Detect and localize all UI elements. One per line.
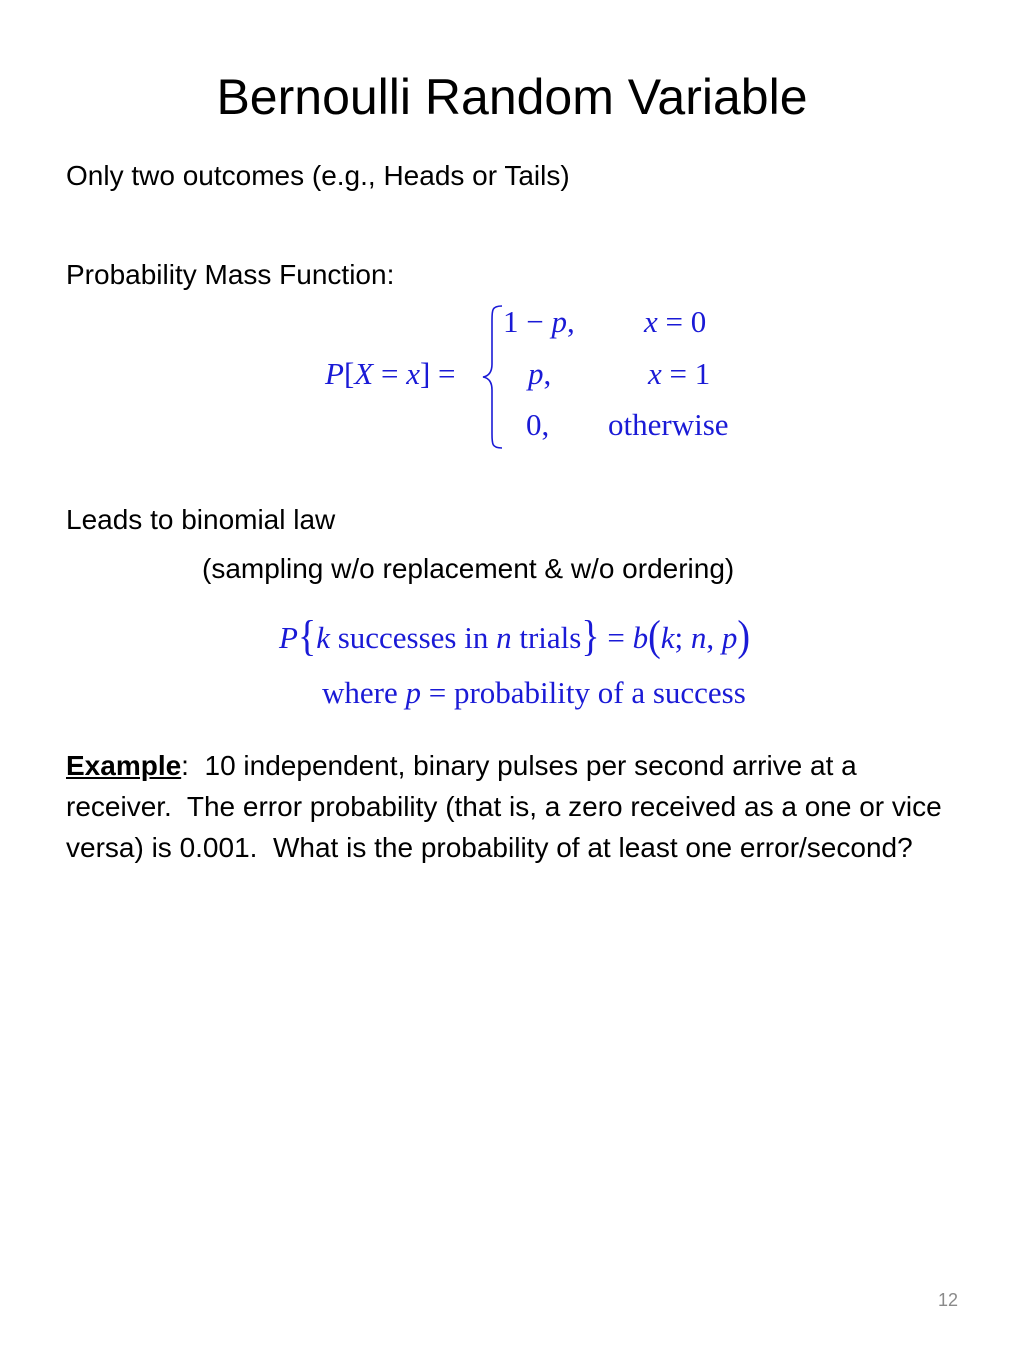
pmf-case1-cond-rest: = 0	[657, 304, 707, 339]
binomial-note: (sampling w/o replacement & w/o ordering)	[202, 553, 735, 584]
binomial-equation	[279, 611, 751, 661]
binomial-b: b	[632, 620, 649, 655]
binomial-eq: =	[599, 620, 633, 655]
example-colon: :	[181, 750, 189, 781]
binomial-heading: Leads to binomial law	[66, 504, 336, 535]
slide-title: Bernoulli Random Variable	[216, 69, 808, 125]
pmf-case1-value	[503, 302, 575, 342]
pmf-heading: Probability Mass Function:	[66, 259, 395, 290]
intro-text: Only two outcomes (e.g., Heads or Tails)	[66, 160, 570, 191]
pmf-case1-cond-x: x	[644, 304, 658, 339]
example-text: 10 independent, binary pulses per second arrive at a receiver. The error probability (that is, a zero received as a one or vice versa) is 0.001. What is the probability of at least one error/second?	[66, 750, 950, 863]
pmf-lhs-X: X	[354, 356, 374, 391]
binomial-sep1: ;	[674, 620, 691, 655]
binomial-arg-n: n	[690, 620, 707, 655]
binomial-paren-close: )	[737, 611, 751, 661]
pmf-case2-condition	[648, 354, 710, 394]
binomial-sep2: ,	[706, 620, 722, 655]
example-label: Example	[66, 750, 182, 781]
pmf-case2-p: p	[528, 356, 544, 391]
binomial-k: k	[316, 620, 330, 655]
binomial-where-p: p	[405, 675, 421, 710]
binomial-arg-k: k	[660, 620, 675, 655]
left-brace-icon	[480, 304, 504, 450]
example-paragraph	[66, 745, 966, 868]
binomial-open-brace: {	[297, 611, 317, 661]
pmf-case1-comma: ,	[566, 304, 575, 339]
pmf-case1-p: p	[551, 304, 567, 339]
pmf-lhs-P: P	[325, 356, 344, 391]
pmf-lhs-close: ] =	[419, 356, 456, 391]
pmf-case1-condition	[644, 302, 706, 342]
pmf-case2-comma: ,	[543, 356, 552, 391]
binomial-n: n	[496, 620, 512, 655]
binomial-where: where	[322, 675, 406, 710]
pmf-lhs-eq: =	[373, 356, 407, 391]
binomial-P: P	[279, 620, 298, 655]
pmf-case3-value: 0,	[526, 407, 550, 442]
pmf-case3-condition: otherwise	[608, 407, 729, 442]
pmf-lhs	[325, 354, 456, 394]
pmf-case2-value	[528, 354, 551, 394]
binomial-paren-open: (	[648, 611, 661, 661]
binomial-where-rest: = probability of a success	[420, 675, 746, 710]
pmf-case2-cond-rest: = 1	[661, 356, 711, 391]
binomial-where-line	[322, 673, 746, 713]
pmf-case1-prefix: 1 −	[503, 304, 552, 339]
binomial-close-brace: }	[581, 611, 600, 661]
binomial-text1: successes in	[329, 620, 497, 655]
pmf-case2-cond-x: x	[648, 356, 662, 391]
page-number: 12	[937, 1290, 958, 1310]
binomial-arg-p: p	[721, 620, 738, 655]
binomial-text2: trials	[511, 620, 582, 655]
pmf-lhs-x: x	[406, 356, 420, 391]
pmf-lhs-open: [	[343, 356, 355, 391]
